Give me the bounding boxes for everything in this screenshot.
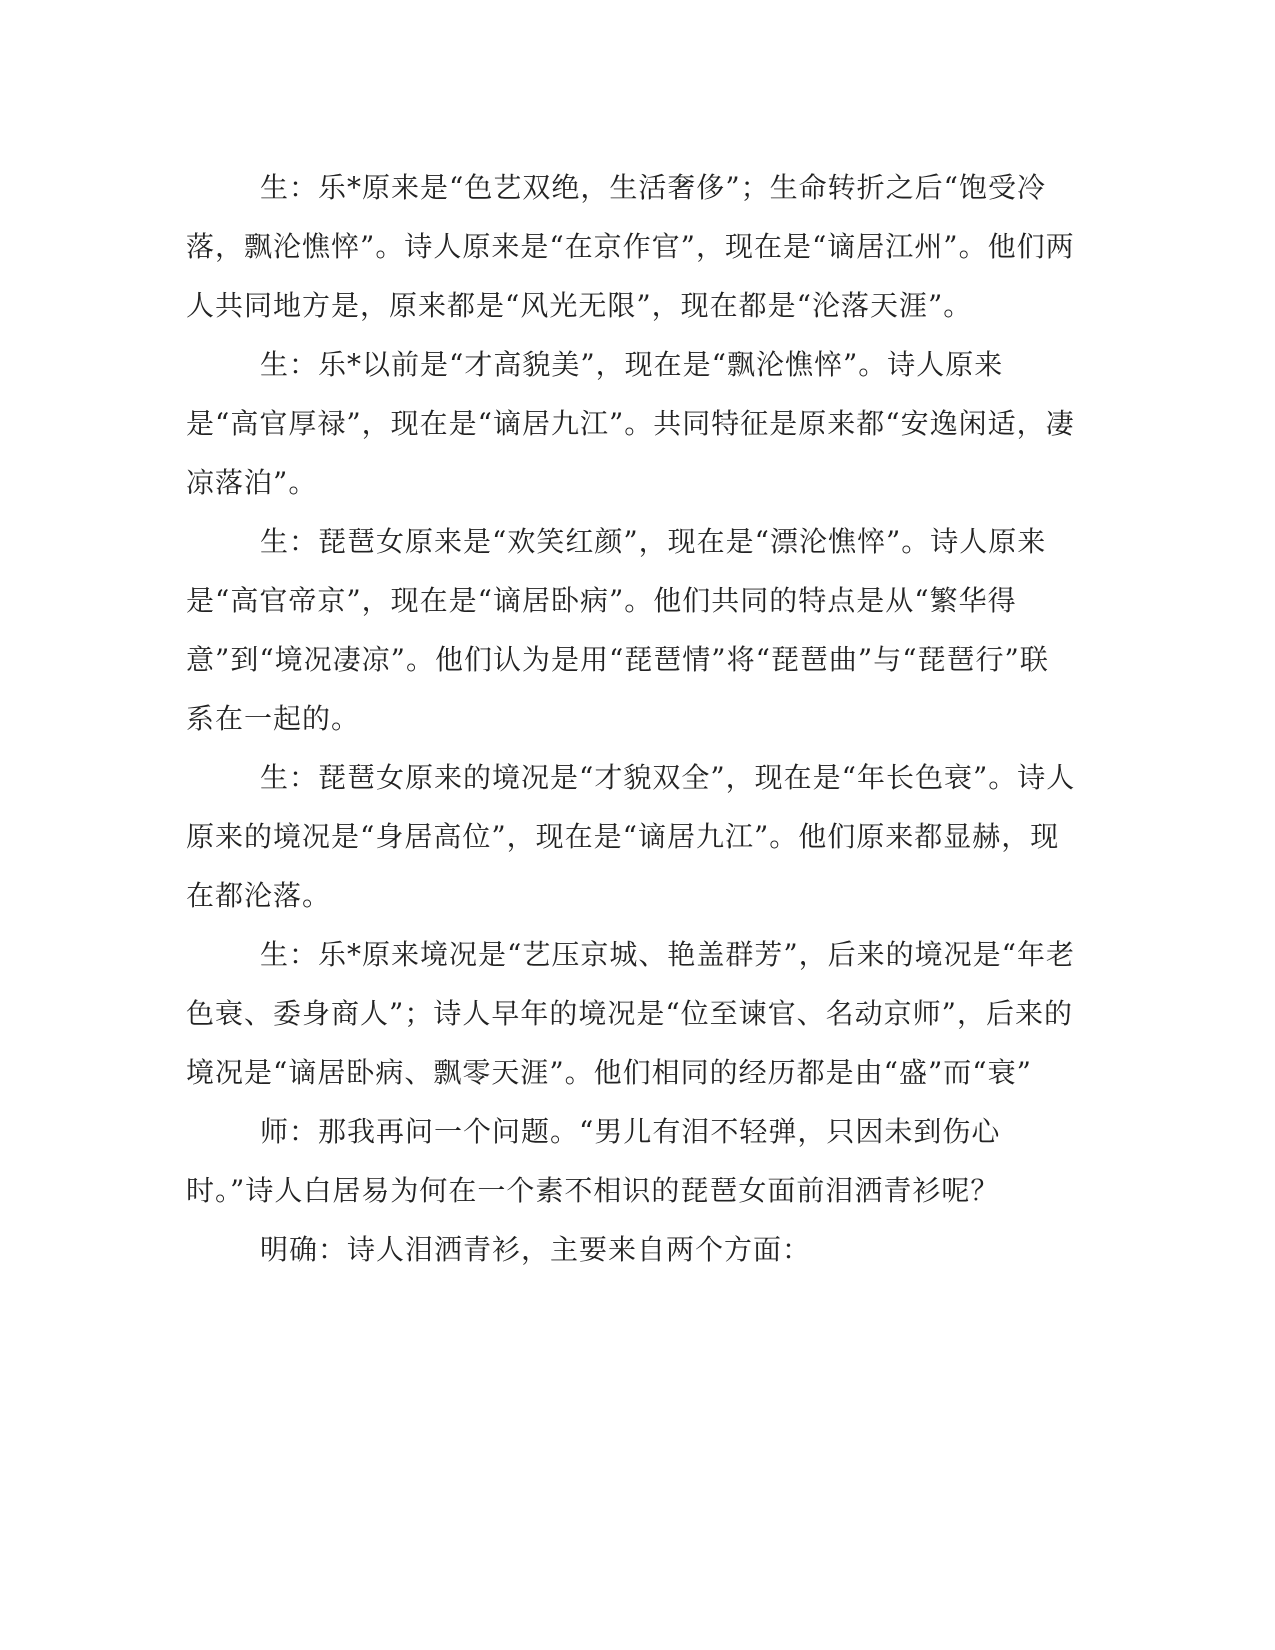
paragraph-student-answer-5: 生：乐*原来境况是“艺压京城、艳盖群芳”，后来的境况是“年老色衰、委身商人”；诗人早年的境况是“位至谏官、名动京师”，后来的境况是“谪居卧病、飘零天涯”。他们相同的经历都是由“盛”而“衰” xyxy=(186,938,1075,1089)
paragraph-student-answer-2: 生：乐*以前是“才高貌美”，现在是“飘沦憔悴”。诗人原来是“高官厚禄”，现在是“谪居九江”。共同特征是原来都“安逸闲适，凄凉落泊”。 xyxy=(186,348,1075,499)
paragraph-teacher-question: 师：那我再问一个问题。“男儿有泪不轻弹，只因未到伤心时。”诗人白居易为何在一个素不相识的琵琶女面前泪洒青衫呢？ xyxy=(186,1115,1001,1207)
paragraph-student-answer-4: 生：琵琶女原来的境况是“才貌双全”，现在是“年长色衰”。诗人原来的境况是“身居高位”，现在是“谪居九江”。他们原来都显赫，现在都沦落。 xyxy=(186,761,1076,912)
paragraph-clarification: 明确：诗人泪洒青衫，主要来自两个方面： xyxy=(260,1233,812,1266)
document-body xyxy=(186,158,1076,1279)
paragraph-student-answer-1: 生：乐*原来是“色艺双绝，生活奢侈”；生命转折之后“饱受冷落，飘沦憔悴”。诗人原来是“在京作官”，现在是“谪居江州”。他们两人共同地方是，原来都是“风光无限”，现在都是“沦落天涯”。 xyxy=(186,171,1075,322)
paragraph-student-answer-3: 生：琵琶女原来是“欢笑红颜”，现在是“漂沦憔悴”。诗人原来是“高官帝京”，现在是“谪居卧病”。他们共同的特点是从“繁华得意”到“境况凄凉”。他们认为是用“琵琶情”将“琵琶曲”与“琵琶行”联系在一起的。 xyxy=(186,525,1049,735)
